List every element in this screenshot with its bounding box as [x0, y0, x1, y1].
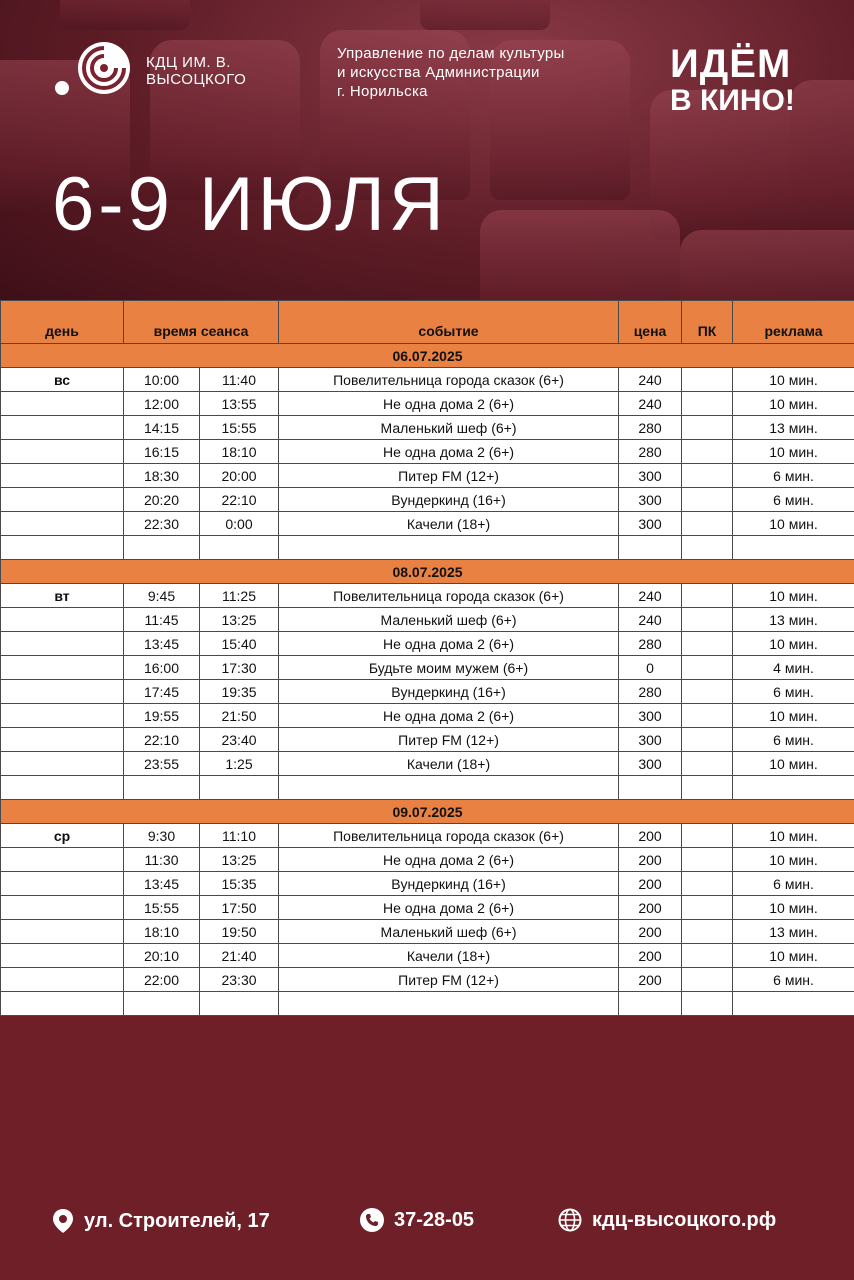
cell-end-time: 17:30 [200, 656, 279, 680]
cell-pk [682, 440, 733, 464]
cell-empty [124, 536, 200, 560]
cell-price: 280 [619, 416, 682, 440]
cell-end-time: 13:25 [200, 848, 279, 872]
cell-event: Не одна дома 2 (6+) [279, 896, 619, 920]
cell-start-time: 11:45 [124, 608, 200, 632]
cell-price: 200 [619, 968, 682, 992]
cell-end-time: 15:55 [200, 416, 279, 440]
cell-day: ср [1, 824, 124, 848]
table-row [1, 488, 854, 512]
cell-empty [1, 536, 124, 560]
cell-pk [682, 584, 733, 608]
cell-day [1, 512, 124, 536]
header-price: цена [619, 301, 682, 344]
cell-empty [1, 992, 124, 1016]
phone-icon [360, 1208, 384, 1232]
date-row [1, 560, 854, 584]
cell-pk [682, 872, 733, 896]
cell-pk [682, 896, 733, 920]
table-row [1, 680, 854, 704]
table-row [1, 824, 854, 848]
cell-start-time: 19:55 [124, 704, 200, 728]
cell-start-time: 18:10 [124, 920, 200, 944]
cell-end-time: 19:50 [200, 920, 279, 944]
table-row [1, 944, 854, 968]
cell-end-time: 20:00 [200, 464, 279, 488]
cell-day [1, 488, 124, 512]
cell-empty [619, 536, 682, 560]
cell-price: 200 [619, 920, 682, 944]
cell-start-time: 23:55 [124, 752, 200, 776]
cell-start-time: 15:55 [124, 896, 200, 920]
cell-price: 300 [619, 704, 682, 728]
cell-event: Не одна дома 2 (6+) [279, 392, 619, 416]
cell-ads: 6 мин. [733, 968, 854, 992]
date-cell: 08.07.2025 [1, 560, 854, 584]
table-row [1, 752, 854, 776]
cell-ads: 10 мин. [733, 896, 854, 920]
table-row [1, 896, 854, 920]
cell-end-time: 11:25 [200, 584, 279, 608]
table-row [1, 368, 854, 392]
cell-pk [682, 848, 733, 872]
cell-event: Не одна дома 2 (6+) [279, 440, 619, 464]
cell-pk [682, 608, 733, 632]
cell-empty [682, 992, 733, 1016]
cell-end-time: 13:25 [200, 608, 279, 632]
header-pk: ПК [682, 301, 733, 344]
footer-website [558, 1208, 776, 1232]
cell-day [1, 632, 124, 656]
cell-pk [682, 944, 733, 968]
cell-empty [279, 536, 619, 560]
location-pin-icon [52, 1208, 74, 1234]
cell-day: вт [1, 584, 124, 608]
cell-ads: 10 мин. [733, 752, 854, 776]
table-row [1, 632, 854, 656]
cell-pk [682, 824, 733, 848]
cell-start-time: 11:30 [124, 848, 200, 872]
cell-event: Качели (18+) [279, 752, 619, 776]
cell-start-time: 9:30 [124, 824, 200, 848]
cell-ads: 6 мин. [733, 872, 854, 896]
cinema-seat [480, 210, 680, 300]
table-row [1, 704, 854, 728]
schedule-table [0, 300, 854, 1016]
cell-day [1, 896, 124, 920]
cell-start-time: 22:30 [124, 512, 200, 536]
cell-ads: 10 мин. [733, 704, 854, 728]
header-event: событие [279, 301, 619, 344]
cell-empty [733, 536, 854, 560]
admin-line3: г. Норильска [337, 83, 428, 100]
cell-day [1, 656, 124, 680]
cell-empty [124, 776, 200, 800]
date-row [1, 800, 854, 824]
cell-event: Маленький шеф (6+) [279, 608, 619, 632]
table-row [1, 416, 854, 440]
admin-text [337, 44, 565, 101]
address-text: ул. Строителей, 17 [84, 1209, 270, 1232]
cell-ads: 10 мин. [733, 824, 854, 848]
cell-pk [682, 632, 733, 656]
cell-pk [682, 416, 733, 440]
cell-empty [200, 536, 279, 560]
cell-event: Повелительница города сказок (6+) [279, 584, 619, 608]
cell-price: 240 [619, 584, 682, 608]
cell-event: Маленький шеф (6+) [279, 416, 619, 440]
cell-start-time: 13:45 [124, 872, 200, 896]
table-row [1, 440, 854, 464]
cell-start-time: 9:45 [124, 584, 200, 608]
cell-day [1, 464, 124, 488]
cell-ads: 6 мин. [733, 728, 854, 752]
cell-end-time: 23:30 [200, 968, 279, 992]
cell-start-time: 13:45 [124, 632, 200, 656]
cell-event: Питер FM (12+) [279, 968, 619, 992]
cell-pk [682, 656, 733, 680]
cell-price: 200 [619, 944, 682, 968]
cell-end-time: 15:35 [200, 872, 279, 896]
cell-end-time: 0:00 [200, 512, 279, 536]
cell-pk [682, 920, 733, 944]
cell-price: 200 [619, 824, 682, 848]
cell-event: Качели (18+) [279, 512, 619, 536]
cell-empty [279, 992, 619, 1016]
cell-empty [733, 776, 854, 800]
cell-empty [619, 992, 682, 1016]
website-text: кдц-высоцкого.рф [592, 1208, 777, 1231]
org-name-line2: ВЫСОЦКОГО [146, 71, 247, 88]
cell-start-time: 20:20 [124, 488, 200, 512]
cell-empty [279, 776, 619, 800]
cell-event: Питер FM (12+) [279, 464, 619, 488]
cell-ads: 13 мин. [733, 920, 854, 944]
table-row [1, 392, 854, 416]
cell-event: Будьте моим мужем (6+) [279, 656, 619, 680]
cell-event: Не одна дома 2 (6+) [279, 848, 619, 872]
cell-end-time: 15:40 [200, 632, 279, 656]
cell-start-time: 18:30 [124, 464, 200, 488]
slogan [670, 44, 795, 118]
cell-start-time: 20:10 [124, 944, 200, 968]
cell-start-time: 22:10 [124, 728, 200, 752]
cell-end-time: 19:35 [200, 680, 279, 704]
cell-start-time: 16:00 [124, 656, 200, 680]
cell-price: 300 [619, 752, 682, 776]
cell-price: 280 [619, 632, 682, 656]
cell-ads: 10 мин. [733, 632, 854, 656]
cinema-seat [60, 0, 190, 30]
cell-ads: 10 мин. [733, 368, 854, 392]
cell-start-time: 10:00 [124, 368, 200, 392]
table-row [1, 464, 854, 488]
cell-empty [200, 776, 279, 800]
table-row [1, 848, 854, 872]
cell-price: 0 [619, 656, 682, 680]
globe-icon [558, 1208, 582, 1232]
cell-end-time: 1:25 [200, 752, 279, 776]
kdc-logo-icon [54, 40, 136, 98]
cell-price: 300 [619, 728, 682, 752]
footer [0, 1208, 854, 1238]
cell-ads: 10 мин. [733, 392, 854, 416]
date-row [1, 344, 854, 368]
cell-pk [682, 704, 733, 728]
empty-row [1, 776, 854, 800]
header-time: время сеанса [124, 301, 279, 344]
cell-pk [682, 728, 733, 752]
cell-day [1, 728, 124, 752]
cell-price: 200 [619, 848, 682, 872]
cell-ads: 6 мин. [733, 488, 854, 512]
schedule-body [1, 344, 854, 1016]
cell-price: 280 [619, 440, 682, 464]
cell-pk [682, 680, 733, 704]
cell-day [1, 872, 124, 896]
phone-text: 37-28-05 [394, 1208, 475, 1231]
cell-end-time: 11:10 [200, 824, 279, 848]
cell-ads: 10 мин. [733, 584, 854, 608]
cell-ads: 6 мин. [733, 464, 854, 488]
cell-price: 240 [619, 368, 682, 392]
cell-event: Повелительница города сказок (6+) [279, 824, 619, 848]
cell-event: Вундеркинд (16+) [279, 680, 619, 704]
cell-pk [682, 752, 733, 776]
cell-start-time: 14:15 [124, 416, 200, 440]
cell-start-time: 17:45 [124, 680, 200, 704]
cell-start-time: 22:00 [124, 968, 200, 992]
cell-price: 200 [619, 896, 682, 920]
cinema-seat [420, 0, 550, 30]
cell-pk [682, 512, 733, 536]
cinema-seat [680, 230, 854, 300]
cell-price: 300 [619, 512, 682, 536]
cell-day: вс [1, 368, 124, 392]
table-header-row [1, 301, 854, 344]
header-day: день [1, 301, 124, 344]
header-ads: реклама [733, 301, 854, 344]
cell-ads: 10 мин. [733, 512, 854, 536]
cell-event: Маленький шеф (6+) [279, 920, 619, 944]
cell-end-time: 17:50 [200, 896, 279, 920]
cell-day [1, 704, 124, 728]
footer-address [52, 1208, 270, 1234]
cell-day [1, 848, 124, 872]
cell-event: Питер FM (12+) [279, 728, 619, 752]
cell-event: Вундеркинд (16+) [279, 872, 619, 896]
cell-empty [1, 776, 124, 800]
admin-line1: Управление по делам культуры [337, 45, 565, 62]
cell-ads: 4 мин. [733, 656, 854, 680]
hero-banner [0, 0, 854, 300]
cell-event: Вундеркинд (16+) [279, 488, 619, 512]
cell-day [1, 416, 124, 440]
cell-pk [682, 488, 733, 512]
cell-price: 300 [619, 464, 682, 488]
cell-day [1, 440, 124, 464]
cell-day [1, 944, 124, 968]
cell-empty [619, 776, 682, 800]
cell-event: Не одна дома 2 (6+) [279, 704, 619, 728]
cell-event: Не одна дома 2 (6+) [279, 632, 619, 656]
slogan-line1: ИДЁМ [670, 42, 792, 86]
cinema-seat [790, 80, 854, 240]
org-name [146, 54, 246, 88]
date-cell: 09.07.2025 [1, 800, 854, 824]
cell-empty [682, 776, 733, 800]
cell-event: Качели (18+) [279, 944, 619, 968]
cell-ads: 13 мин. [733, 416, 854, 440]
cell-end-time: 21:40 [200, 944, 279, 968]
table-row [1, 608, 854, 632]
cell-end-time: 21:50 [200, 704, 279, 728]
cell-start-time: 12:00 [124, 392, 200, 416]
cell-ads: 10 мин. [733, 848, 854, 872]
cell-day [1, 392, 124, 416]
cell-empty [200, 992, 279, 1016]
cell-end-time: 22:10 [200, 488, 279, 512]
cell-price: 280 [619, 680, 682, 704]
cell-start-time: 16:15 [124, 440, 200, 464]
table-row [1, 656, 854, 680]
cell-day [1, 968, 124, 992]
cell-ads: 13 мин. [733, 608, 854, 632]
cell-day [1, 752, 124, 776]
cell-pk [682, 368, 733, 392]
cell-end-time: 13:55 [200, 392, 279, 416]
date-range-title: 6-9 ИЮЛЯ [52, 162, 448, 247]
slogan-line2: В КИНО! [670, 84, 795, 117]
table-row [1, 968, 854, 992]
table-row [1, 512, 854, 536]
empty-row [1, 536, 854, 560]
cell-pk [682, 392, 733, 416]
cell-empty [733, 992, 854, 1016]
cell-pk [682, 464, 733, 488]
table-row [1, 920, 854, 944]
table-row [1, 872, 854, 896]
cell-price: 240 [619, 392, 682, 416]
cell-end-time: 23:40 [200, 728, 279, 752]
cell-ads: 10 мин. [733, 944, 854, 968]
cell-ads: 6 мин. [733, 680, 854, 704]
empty-row [1, 992, 854, 1016]
cell-event: Повелительница города сказок (6+) [279, 368, 619, 392]
org-name-line1: КДЦ ИМ. В. [146, 54, 231, 71]
cell-price: 240 [619, 608, 682, 632]
cell-day [1, 608, 124, 632]
cell-end-time: 11:40 [200, 368, 279, 392]
cell-empty [682, 536, 733, 560]
table-row [1, 584, 854, 608]
date-cell: 06.07.2025 [1, 344, 854, 368]
cell-day [1, 680, 124, 704]
cell-price: 200 [619, 872, 682, 896]
admin-line2: и искусства Администрации [337, 64, 540, 81]
cell-day [1, 920, 124, 944]
cell-end-time: 18:10 [200, 440, 279, 464]
cell-pk [682, 968, 733, 992]
table-row [1, 728, 854, 752]
cell-price: 300 [619, 488, 682, 512]
cell-empty [124, 992, 200, 1016]
footer-phone [360, 1208, 474, 1232]
cell-ads: 10 мин. [733, 440, 854, 464]
